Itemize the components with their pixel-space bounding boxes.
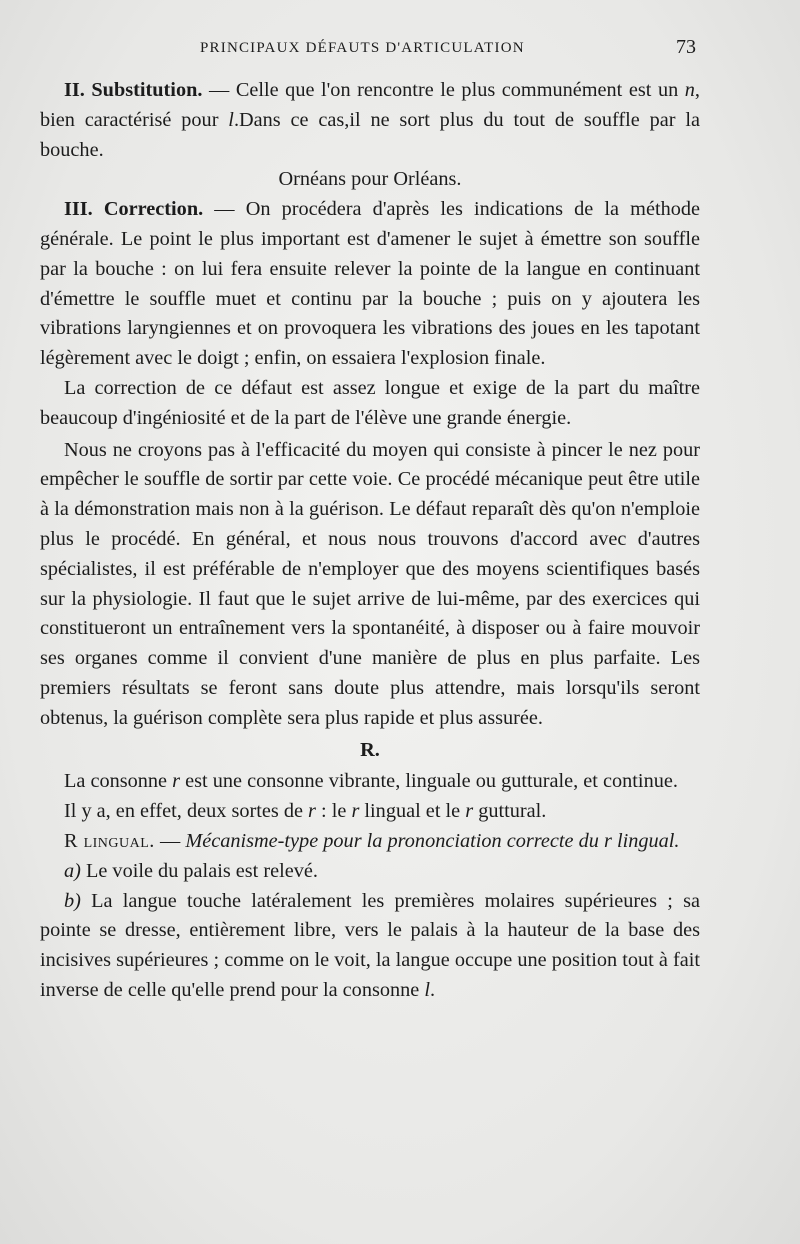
page-number: 73 — [676, 36, 696, 58]
paragraph-pincer: Nous ne croyons pas à l'efficacité du moyen qui consiste à pincer le nez pour empêcher le souffle de sortir par cette voie. Ce procédé mécanique peut être utile à la démonstration mais non à la guérison. Le défaut reparaît dès qu'on n'emploie plus le procédé. En général, et nous nous trouvons d'accord avec d'autres spécialistes, il est préférable de n'employer que des moyens scientifiques basés sur la physiologie. Il faut que le sujet arrive de lui-même, par des exercices qui constitueront un entraînement vers la spontanéité, à disposer ou à faire mouvoir ses organes comme il convient d'une manière de plus en plus parfaite. Les premiers résultats se feront sans doute plus attendre, mais lorsqu'ils seront obtenus, la guérison complète sera plus rapide et plus assurée. — [40, 438, 700, 729]
paragraph-substitution: II. Substitution. — Celle que l'on rencontre le plus communément est un n, bien caractérisé pour l.Dans ce cas,il ne sort plus du tout de souffle par la bouche. — [40, 79, 700, 161]
list-item-a: a) Le voile du palais est relevé. — [64, 859, 318, 882]
paragraph-consonne: La consonne r est une consonne vibrante, linguale ou gutturale, et continue. — [64, 770, 678, 793]
example-line: Ornéans pour Orléans. — [278, 168, 462, 191]
paragraph-sortes: Il y a, en effet, deux sortes de r : le r lingual et le r guttural. — [64, 800, 547, 823]
heading-correction: III. Correction. — [64, 198, 204, 221]
heading-substitution: II. Substitution. — [64, 79, 203, 101]
paragraph-longue: La correction de ce défaut est assez longue et exige de la part du maître beaucoup d'ingéniosité et de la part de l'élève une grande énergie. — [40, 376, 700, 429]
paragraph-correction: III. Correction. — On procédera d'après les indications de la méthode générale. Le point le plus important est d'amener le sujet à émettre son souffle par la bouche : on lui fera ensuite relever la pointe de la langue en continuant d'émettre le souffle muet et continu par la bouche ; puis on y ajoutera les vibrations laryngiennes et on provoquera les vibrations des joues en les tapotant légèrement avec le doigt ; enfin, on essaiera l'explosion finale. — [40, 198, 701, 370]
item-marker-b: b) — [64, 889, 81, 912]
paragraph-r-lingual: R lingual. — Mécanisme-type pour la prononciation correcte du r lingual. — [64, 829, 680, 852]
page-body — [40, 76, 700, 1006]
running-head — [0, 36, 800, 60]
list-item-b: b) La langue touche latéralement les premières molaires supérieures ; sa pointe se dresse, entièrement libre, vers le palais à la hauteur de la base des incisives supérieures ; comme on le voit, la langue occupe une position tout à fait inverse de celle qu'elle prend pour la consonne l. — [40, 889, 700, 1001]
heading-r-lingual: R lingual. — [64, 829, 155, 852]
item-marker-a: a) — [64, 859, 81, 882]
section-letter: R. — [360, 738, 380, 761]
running-title: PRINCIPAUX DÉFAUTS D'ARTICULATION — [200, 40, 525, 56]
